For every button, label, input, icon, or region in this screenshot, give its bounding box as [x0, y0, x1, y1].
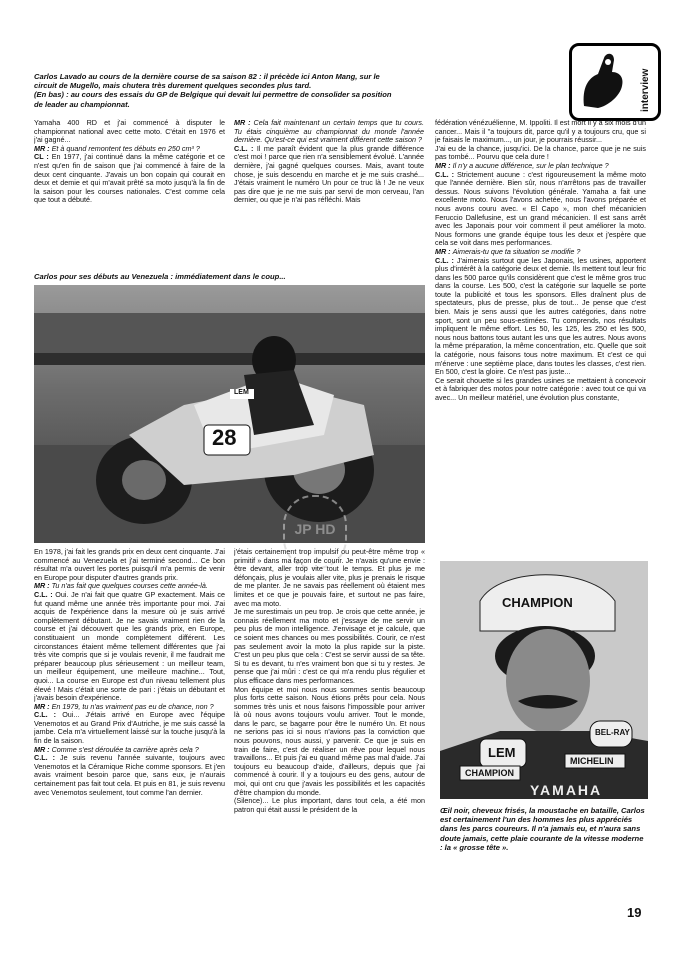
paragraph-text: Mon équipe et moi nous nous sommes sentis beaucoup plus forts cette saison. Nous étions prêts pour cela. Nous sommes très unis et nous faisons l'impossible pour arriver là où nous avons toujours voulu arriver. Tout le monde, dans le parc, se bagarre pour être le numéro Un. Et nous ne serions pas ici si nous n'avions pas la conviction que nous pouvons, nous aussi, y parvenir. Ce que je suis en train de faire, c'est de réaliser un rêve pour lequel nous travaillons... Et puis j'ai eu quand même pas mal d'aide. J'ai toujours eu beaucoup d'aide, d'ailleurs, depuis que j'ai commencé à courir. Il y a toujours eu des gens, autour de moi, qui ont cru que j'avais les possibilités et les capacités d'être champion du monde. — [234, 684, 425, 797]
question-paragraph — [234, 119, 424, 145]
text-paragraph — [435, 377, 646, 403]
bottom-brand: YAMAHA — [530, 782, 603, 798]
paragraph-text: En 1978, j'ai fait les grands prix en deux cent cinquante. J'ai commencé au Venezuela et j'ai terminé second... Ce bon résultat m'a ouvert les portes puisqu'il m'a permis de venir en Europe pour disputer d'autres grands prix. — [34, 548, 225, 582]
paragraph-text: Je me surestimais un peu trop. Je crois que cette année, je connais réellement ma moto et j'essaye de me servir un peu plus de mon intelligence. J'envisage et je calcule, que ce soient mes chances ou mes possibilités. Courir, ce n'est pas seulement avoir la moto la plus rapide sur la piste. C'est un peu plus que cela : C'est se servir aussi de sa tête. Si tu es devant, tu n'es vraiment bon que si tu y restes. Je pense que j'ai mûri : c'est ce qui m'a rendu plus régulier et plus efficace dans mes performances. — [234, 607, 425, 685]
speaker-label: C.L. : — [34, 753, 55, 763]
speaker-label: MR : — [34, 143, 50, 153]
watermark-text: JP HD — [294, 521, 336, 537]
text-paragraph — [34, 119, 225, 145]
answer-paragraph — [34, 754, 225, 797]
paragraph-text: En 1979, tu n'as vraiment pas eu de chance, non ? — [51, 701, 214, 711]
speaker-label: C.L. : — [234, 143, 254, 153]
column-3 — [435, 119, 646, 554]
paragraph-text: Et à quand remontent tes débuts en 250 cm³ ? — [51, 143, 200, 153]
paragraph-text: j'étais certainement trop impulsif ou peut-être même trop « primitif » dans ma façon de courir. Je n'avais qu'une envie : être devant, aller trop vite tout le temps. Et plus je me défonçais, plus je voulais aller vite, plus je prenais le risque de me planter. Je ne savais pas réellement où étaient mes limites et ce que je pouvais faire, et surtout ne pas faire, avec ma moto. — [234, 548, 425, 608]
patch-champion: CHAMPION — [465, 768, 514, 778]
photo-caption: Carlos pour ses débuts au Venezuela : immédiatement dans le coup... — [34, 272, 286, 281]
bike-sponsor: LEM — [234, 389, 249, 396]
answer-paragraph — [34, 153, 225, 205]
patch-michelin: MICHELIN — [570, 756, 614, 766]
paragraph-text: J'ai eu de la chance, jusqu'ici. De la chance, parce que je ne suis pas tombé... Pourvu que cela dure ! — [435, 143, 646, 162]
paragraph-text: Aimerais-tu que ta situation se modifie ? — [452, 246, 581, 256]
speaker-label: CL : — [34, 152, 49, 162]
text-paragraph — [234, 797, 425, 814]
paragraph-text: Ce serait chouette si les grandes usines se mettaient à concevoir et à fabriquer des motos pour notre catégorie : avec tout ce qui va avec... Un meilleur matériel, une évolution plus constante, — [435, 375, 646, 402]
text-paragraph — [435, 145, 646, 162]
fist-icon — [574, 48, 634, 114]
speaker-label: MR : — [34, 701, 50, 711]
text-paragraph — [234, 686, 425, 798]
paragraph-text: Oui. Je n'ai fait que quatre GP exactement. Mais ce fut quand même une année très importante pour moi. J'ai acquis de l'expérience dans la mesure où je suis arrivé complètement débutant. Je ne savais vraiment rien de la course et j'ai découvert que les grands prix, en Europe, constituaient un monde complètement différent. Les circonstances étaient même tellement différentes que j'ai très vite compris que si je voulais revenir, il me faudrait me préparer beaucoup plus sérieusement : un meilleur team, un meilleur équipement, une meilleure machine... Tout, quoi... La course en Europe est d'un niveau tellement plus élevé ! Mais c'était une sorte de pari : j'étais un débutant et j'avais besoin d'expérience. — [34, 589, 225, 703]
page-number: 19 — [627, 905, 642, 920]
text-paragraph — [34, 548, 225, 582]
paragraph-text: Strictement aucune : c'est rigoureusement la même moto que l'année dernière. Bien sûr, nous n'arrêtons pas de travailler dessus. Nous suivons l'évolution générale. Yamaha a fait une excellente moto. Nous l'avons achetée, nous l'avons préparée et nous avons couru avec. « El Capo », mon chef mécanicien Feruccio Dallefusine, est un grand mécanicien. Il est sans arrêt avec les Japonais pour voir comment il peut améliorer la moto. Nous formons une grande équipe tous les deux et j'espère que cela se voit dans mes performances. — [435, 169, 646, 248]
speaker-label: MR : — [435, 160, 451, 170]
answer-paragraph — [234, 145, 424, 205]
motorcycle-photo — [34, 285, 425, 543]
speaker-label: MR : — [435, 246, 451, 256]
column-1-top — [34, 119, 225, 275]
column-1-bottom — [34, 548, 225, 930]
speaker-label: MR : — [234, 119, 251, 127]
portrait-photo — [440, 561, 648, 799]
speaker-label: MR : — [34, 581, 50, 591]
answer-paragraph — [34, 591, 225, 703]
top-caption-line1: Carlos Lavado au cours de la dernière course de sa saison 82 : il précède ici Anton Mang, sur le circuit de Mugello, mais chutera très durement quelques secondes plus tard. — [34, 72, 380, 91]
top-caption — [34, 72, 399, 109]
bike-number: 28 — [212, 425, 237, 450]
paragraph-text: Il me paraît évident que la plus grande différence c'est moi ! parce que rien n'a sensiblement évolué. L'année dernière, j'ai gagné quelques courses. Mais, avant toute chose, je suis descendu en marche et je me suis crashé... J'étais vraiment le numéro Un pour ce truc là ! Je ne veux pas dire que je ne me suis par servi de mon cerveau, l'an dernier, ou que je n'ai pas réfléchi. Mais — [234, 143, 424, 205]
paragraph-text: En 1977, j'ai continué dans la même catégorie et ce n'est qu'en fin de saison que j'ai commencé à faire de la deux cent cinquante. J'avais un bon copain qui courait en deux et demie et qui m'avait prêté sa moto jusqu'à la fin de la saison pour les courses nationales. C'est comme cela que tout a débuté. — [34, 152, 225, 205]
paragraph-text: Comme s'est déroulée ta carrière après cela ? — [51, 744, 199, 754]
paragraph-text: Yamaha 400 RD et j'ai commencé à disputer le championnat national avec cette moto. C'était en 1976 et j'ai gagné... — [34, 119, 225, 145]
text-paragraph — [234, 548, 425, 608]
column-2-bottom — [234, 548, 425, 930]
speaker-label: C.L. : — [435, 255, 454, 265]
paragraph-text: Oui... J'étais arrivé en Europe avec l'équipe Venemotos et au Grand Prix d'Autriche, je me suis cassé la jambe. Cela m'a virtuellement laissé sur la touche jusqu'à la fin de la saison. — [34, 710, 225, 746]
answer-paragraph — [435, 257, 646, 377]
paragraph-text: (Silence)... Le plus important, dans tout cela, a été mon patron qui était aussi le président de la — [234, 796, 425, 814]
paragraph-text: J'aimerais surtout que les Japonais, les usines, apportent plus d'intérêt à la catégorie deux et demie. Ils mettent tout leur fric dans les 500 parce qu'ils considèrent que c'est le même gros truc dans la course. Les 500, c'est la catégorie sur laquelle se porte toute la publicité et tous les sponsors. Elles draînent plus de spectateurs, plus de presse, plus de tout... Je pense que c'est bien. Mais je sens aussi que les autres catégories, dans notre sport, sont un peu sous-estimées. Tu comprends, nos résultats impliquent le même effort. Les 50, les 125, les 250 et les 500, nous nous battons tous autant les uns que les autres. Nous avons la même préparation, la même concentration, etc. Quelle que soit la catégorie, nous faisons tous notre maximum. Et c'est ce qui m'énerve : une septième place, dans toutes les classes, c'est rien. En 500, c'est la gloire. Ce n'est pas juste... — [435, 255, 646, 377]
text-paragraph — [234, 608, 425, 685]
patch-lem: LEM — [488, 745, 516, 760]
motorcycle-illustration — [34, 285, 425, 543]
speaker-label: C.L. : — [34, 710, 57, 720]
paragraph-text: Il n'y a aucune différence, sur le plan technique ? — [452, 160, 609, 170]
answer-paragraph — [34, 711, 225, 745]
portrait-caption: Œil noir, cheveux frisés, la moustache en bataille, Carlos est certainement l'un des hommes les plus appréciés dans les parcs coureurs. Il n'a jamais eu, et n'aura sans doute jamais, cette plaie courante de la vitesse moderne : la « grosse tête ». — [440, 806, 645, 852]
paragraph-text: fédération vénézuélienne, M. Ippoliti. Il est mort il y a six mois d'un cancer... Mais il "a toujours dit, parce qu'il y a toujours cru, que si je faisais le maximum..., un jour, je pourrais réussir... — [435, 119, 646, 145]
speaker-label: MR : — [34, 744, 50, 754]
text-paragraph — [435, 119, 646, 145]
speaker-label: C.L. : — [435, 169, 454, 179]
interview-label: interview — [640, 68, 651, 112]
answer-paragraph — [435, 171, 646, 248]
speaker-label: C.L. : — [34, 589, 53, 599]
interview-badge — [569, 43, 661, 121]
top-caption-line2: (En bas) : au cours des essais du GP de Belgique qui devait lui permettre de consolider sa position de leader au championnat. — [34, 90, 392, 109]
cap-label: CHAMPION — [502, 595, 573, 610]
paragraph-text: Cela fait maintenant un certain temps que tu cours. Tu étais cinquième au championnat du monde l'année dernière. Qu'est-ce qui est vraiment différent cette saison ? — [234, 119, 424, 145]
column-2-top — [234, 119, 424, 275]
patch-belray: BEL-RAY — [595, 728, 630, 737]
paragraph-text: Tu n'as fait que quelques courses cette année-là. — [51, 581, 208, 591]
paragraph-text: Je suis revenu l'année suivante, toujours avec Venemotos et la Céramique Riche comme sponsors. Et j'en avais vraiment besoin parce que, sans eux, je n'aurais certainement pas fait tout cela. Et puis en 81, je suis revenu avec Venemotos seulement, tout comme l'an dernier. — [34, 753, 225, 797]
